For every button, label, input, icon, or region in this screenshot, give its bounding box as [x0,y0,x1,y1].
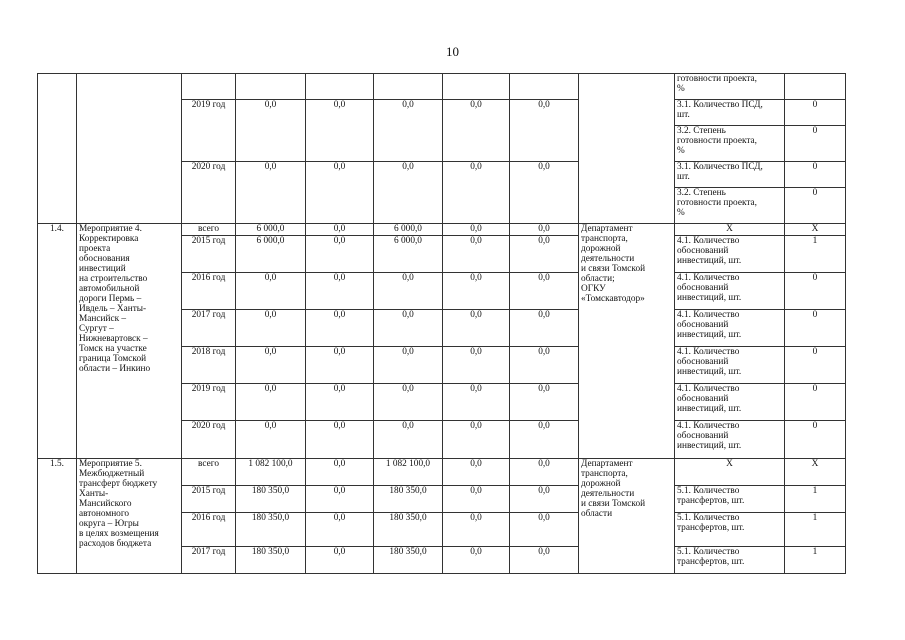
indicator-value-cell: 0 [785,421,846,459]
indicator-cell: 5.1. Количество трансфертов, шт. [675,513,785,547]
indicator-cell: 4.1. Количество обоснований инвестиций, шт. [675,421,785,459]
indicator-cell: 3.2. Степень готовности проекта, % [675,188,785,224]
indicator-cell: 4.1. Количество обоснований инвестиций, шт. [675,384,785,421]
indicator-value-cell: 0 [785,384,846,421]
number-cell [38,74,77,224]
indicator-value-cell: 1 [785,513,846,547]
table-row: 2018 год 0,0 0,0 0,0 0,0 0,0 4.1. Количество обоснований инвестиций, шт. 0 [38,347,846,384]
table-row: 2015 год 6 000,0 0,0 6 000,0 0,0 0,0 4.1. Количество обоснований инвестиций, шт. 1 [38,236,846,273]
table-row: 2016 год 180 350,0 0,0 180 350,0 0,0 0,0 5.1. Количество трансфертов, шт. 1 [38,513,846,547]
indicator-value-cell: 0 [785,162,846,188]
indicator-cell: 3.1. Количество ПСД, шт. [675,162,785,188]
year-cell: 2020 год [182,162,236,224]
table-row [38,74,846,100]
table-row: 1.4. Мероприятие 4. Корректировка проекта обоснования инвестиций на строительство автомобильной дороги Пермь – Ивдель – Ханты- Мансийск – Сургут – Нижневартовск – Томск на участке граница Томской области – Инкино всего 6 000,0 0,0 6 000,0 0,0 0,0 Департамент транспорта, дорожной деятельности и связи Томской области; ОГКУ «Томскавтодор» Х Х [38,224,846,236]
table-row: 2015 год 180 350,0 0,0 180 350,0 0,0 0,0 5.1. Количество трансфертов, шт. 1 [38,486,846,513]
indicator-value-cell: Х [785,459,846,486]
indicator-cell: 4.1. Количество обоснований инвестиций, шт. [675,273,785,310]
number-cell: 1.4. [38,224,77,459]
table-row: 2020 год 0,0 0,0 0,0 0,0 0,0 4.1. Количество обоснований инвестиций, шт. 0 [38,421,846,459]
indicator-value-cell: 1 [785,547,846,574]
indicator-value-cell: 0 [785,347,846,384]
indicator-value-cell: 0 [785,273,846,310]
indicator-value-cell: 1 [785,486,846,513]
year-cell: 2018 год [182,347,236,384]
indicator-cell: Х [675,459,785,486]
year-cell: 2016 год [182,273,236,310]
executor-cell: Департамент транспорта, дорожной деятельности и связи Томской области [579,459,675,574]
year-cell: 2016 год [182,513,236,547]
year-cell: 2019 год [182,100,236,162]
indicator-cell: Х [675,224,785,236]
table-row: 1.5. Мероприятие 5. Межбюджетный трансферт бюджету Ханты- Мансийского автономного округа – Югры в целях возмещения расходов бюджета всего 1 082 100,0 0,0 1 082 100,0 0,0 0,0 Департамент транспорта, дорожной деятельности и связи Томской области Х Х [38,459,846,486]
year-cell: 2015 год [182,236,236,273]
activity-name-cell: Мероприятие 4. Корректировка проекта обоснования инвестиций на строительство автомобильной дороги Пермь – Ивдель – Ханты- Мансийск – Сургут – Нижневартовск – Томск на участке граница Томской области – Инкино [77,224,182,459]
indicator-cell: 5.1. Количество трансфертов, шт. [675,547,785,574]
table-row: 2019 год 0,0 0,0 0,0 0,0 0,0 4.1. Количество обоснований инвестиций, шт. 0 [38,384,846,421]
executor-cell: Департамент транспорта, дорожной деятельности и связи Томской области; ОГКУ «Томскавтодор» [579,224,675,459]
indicator-value-cell: 0 [785,100,846,126]
year-cell: 2017 год [182,310,236,347]
indicator-value-cell: 0 [785,188,846,224]
indicator-cell: 3.1. Количество ПСД, шт. [675,100,785,126]
year-cell: 2020 год [182,421,236,459]
year-cell: 2015 год [182,486,236,513]
table-row: 2020 год 0,0 0,0 0,0 0,0 0,0 3.1. Количество ПСД, шт. 0 [38,162,846,188]
table-row: 2017 год 0,0 0,0 0,0 0,0 0,0 4.1. Количество обоснований инвестиций, шт. 0 [38,310,846,347]
indicator-cell: 4.1. Количество обоснований инвестиций, шт. [675,236,785,273]
indicator-value-cell: 1 [785,236,846,273]
page-number: 10 [446,44,459,59]
year-cell: 2019 год [182,384,236,421]
program-table [37,73,846,574]
activity-name-cell: Мероприятие 5. Межбюджетный трансферт бюджету Ханты- Мансийского автономного округа – Югры в целях возмещения расходов бюджета [77,459,182,574]
indicator-value-cell: 0 [785,310,846,347]
indicator-cell: 5.1. Количество трансфертов, шт. [675,486,785,513]
year-cell: всего [182,224,236,236]
activity-name-cell [77,74,182,224]
indicator-cell: готовности проекта, % [675,74,785,100]
year-cell: всего [182,459,236,486]
indicator-value-cell: Х [785,224,846,236]
indicator-cell: 4.1. Количество обоснований инвестиций, шт. [675,310,785,347]
table-row: 2017 год 180 350,0 0,0 180 350,0 0,0 0,0 5.1. Количество трансфертов, шт. 1 [38,547,846,574]
indicator-cell: 4.1. Количество обоснований инвестиций, шт. [675,347,785,384]
indicator-value-cell [785,74,846,100]
table-row: 2019 год 0,0 0,0 0,0 0,0 0,0 3.1. Количество ПСД, шт. 0 [38,100,846,126]
year-cell: 2017 год [182,547,236,574]
table-row: 2016 год 0,0 0,0 0,0 0,0 0,0 4.1. Количество обоснований инвестиций, шт. 0 [38,273,846,310]
indicator-cell: 3.2. Степень готовности проекта, % [675,126,785,162]
indicator-value-cell: 0 [785,126,846,162]
number-cell: 1.5. [38,459,77,574]
executor-cell [579,74,675,224]
